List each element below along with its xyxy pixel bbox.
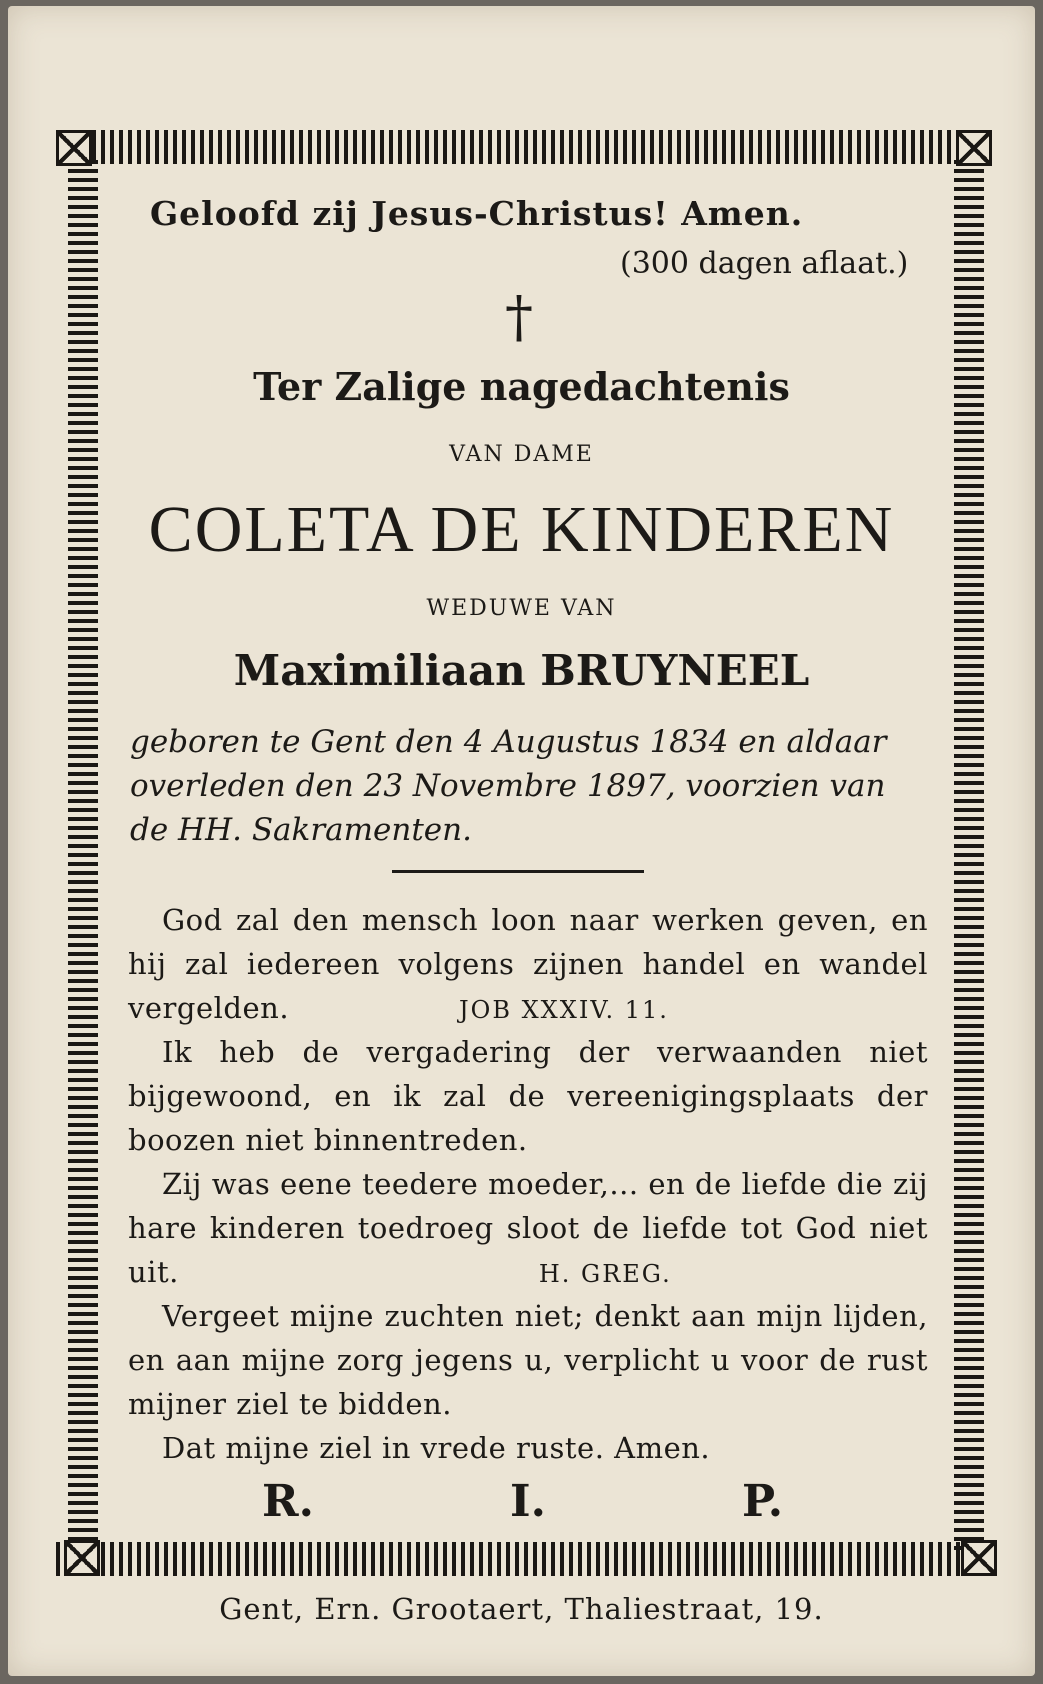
paragraph-vergeet: [128, 1294, 928, 1426]
border-top-ornament: [56, 130, 992, 164]
paragraph-moeder: [128, 1162, 928, 1296]
widow-of-label: WEDUWE VAN: [426, 596, 617, 621]
scripture-paragraph-job: [128, 898, 928, 1032]
paragraph-vergadering: [128, 1030, 928, 1162]
paragraph-text: Dat mijne ziel in vrede ruste. Amen.: [162, 1431, 711, 1465]
scripture-reference: H. GREG.: [538, 1260, 672, 1288]
husband-name: Maximiliaan BRUYNEEL: [233, 646, 810, 695]
printer-imprint: Gent, Ern. Grootaert, Thaliestraat, 19.: [219, 1592, 824, 1626]
rip-letter-r: R.: [262, 1476, 314, 1527]
scripture-reference: JOB XXXIV. 11.: [459, 996, 669, 1024]
paragraph-text: God zal den mensch loon naar werken geven, en hij zal iedereen volgens zijnen handel en wandel vergelden.: [128, 903, 928, 1025]
corner-ornament-icon: [961, 1540, 997, 1576]
divider-rule: [392, 870, 644, 873]
corner-ornament-icon: [64, 1540, 100, 1576]
deceased-name: COLETA DE KINDEREN: [148, 493, 895, 566]
cross-icon: †: [505, 285, 533, 350]
biography-text: geboren te Gent den 4 Augustus 1834 en aldaar overleden den 23 Novembre 1897, voorzien van de HH. Sakramenten.: [130, 724, 887, 848]
paragraph-text: Vergeet mijne zuchten niet; denkt aan mijn lijden, en aan mijne zorg jegens u, verplicht u voor de rust mijner ziel te bidden.: [128, 1299, 928, 1421]
closing-prayer: [128, 1426, 928, 1470]
invocation-text: Geloofd zij Jesus-Christus! Amen.: [150, 194, 804, 233]
border-bottom-ornament: [56, 1542, 992, 1576]
rip-letter-p: P.: [742, 1476, 784, 1527]
memorial-heading: Ter Zalige nagedachtenis: [253, 364, 790, 409]
corner-ornament-icon: [56, 130, 92, 166]
paragraph-text: Zij was eene teedere moeder,... en de liefde die zij hare kinderen toedroeg sloot de liefde tot God niet uit.: [128, 1167, 928, 1289]
paragraph-text: Ik heb de vergadering der verwaanden niet bijgewoond, en ik zal de vereenigingsplaats der boozen niet binnentreden.: [128, 1035, 928, 1157]
rip-letter-i: I.: [510, 1476, 546, 1527]
corner-ornament-icon: [956, 130, 992, 166]
van-dame-label: VAN DAME: [449, 442, 594, 467]
indulgence-note: (300 dagen aflaat.): [620, 246, 909, 281]
